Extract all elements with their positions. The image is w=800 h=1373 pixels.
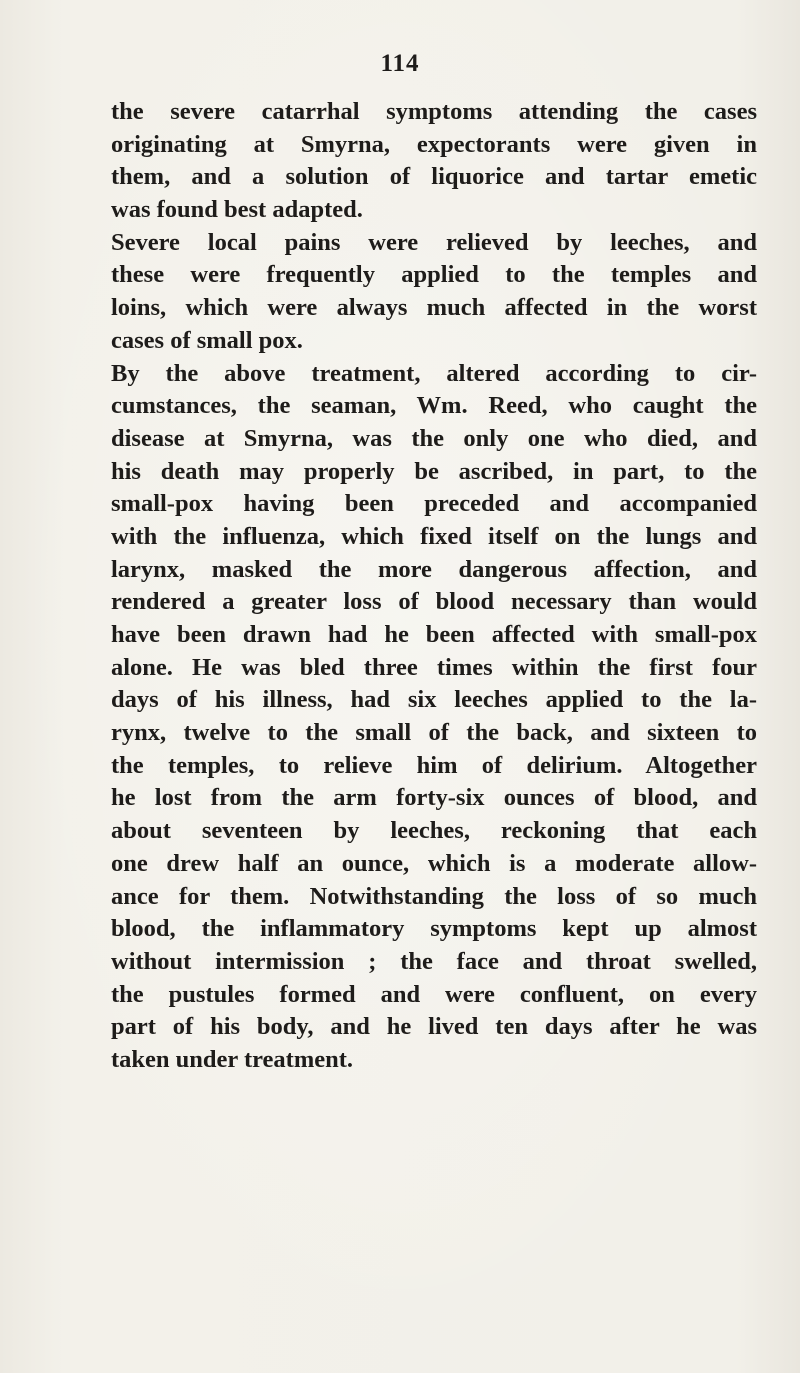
text-line: originating at Smyrna, expectorants were given in xyxy=(111,130,757,158)
text-line: the pustules formed and were confluent, on every xyxy=(111,980,757,1008)
text-line: without intermission ; the face and throat swelled, xyxy=(111,947,757,975)
text-line: he lost from the arm forty-six ounces of blood, and xyxy=(111,784,757,812)
text-line: rendered a greater loss of blood necessary than would xyxy=(111,588,757,616)
text-line: Severe local pains were relieved by leeches, and xyxy=(111,228,757,256)
text-line: part of his body, and he lived ten days after he was xyxy=(111,1013,757,1041)
text-line: them, and a solution of liquorice and tartar emetic xyxy=(111,163,757,191)
text-line: these were frequently applied to the temples and xyxy=(111,261,757,289)
text-line: small-pox having been preceded and accompanied xyxy=(111,490,757,518)
text-line: the temples, to relieve him of delirium. Altogether xyxy=(111,751,757,779)
text-line: taken under treatment. xyxy=(111,1045,354,1073)
text-line: have been drawn had he been affected with small-pox xyxy=(111,621,757,648)
text-line: cases of small pox. xyxy=(111,326,303,354)
text-line: the severe catarrhal symptoms attending the cases xyxy=(111,98,757,125)
text-line: rynx, twelve to the small of the back, and sixteen to xyxy=(111,719,757,747)
body-text xyxy=(111,96,757,1077)
text-line: his death may properly be ascribed, in part, to the xyxy=(111,457,757,485)
text-line: disease at Smyrna, was the only one who died, and xyxy=(111,424,757,452)
text-line: loins, which were always much affected in the worst xyxy=(111,294,757,322)
text-line: about seventeen by leeches, reckoning that each xyxy=(111,817,757,845)
text-line: alone. He was bled three times within the first four xyxy=(111,653,757,681)
text-line: days of his illness, had six leeches applied to the la- xyxy=(111,686,757,714)
text-line: cumstances, the seaman, Wm. Reed, who caught the xyxy=(111,392,757,420)
page-number: 114 xyxy=(380,50,420,77)
text-line: larynx, masked the more dangerous affection, and xyxy=(111,555,757,583)
text-line: blood, the inflammatory symptoms kept up almost xyxy=(111,915,757,943)
text-line: ance for them. Notwithstanding the loss of so much xyxy=(111,882,757,910)
text-line: was found best adapted. xyxy=(111,196,363,224)
text-line: with the influenza, which fixed itself on the lungs and xyxy=(111,522,757,550)
text-line: one drew half an ounce, which is a moderate allow- xyxy=(111,849,757,877)
text-line: By the above treatment, altered according to cir- xyxy=(111,359,757,387)
